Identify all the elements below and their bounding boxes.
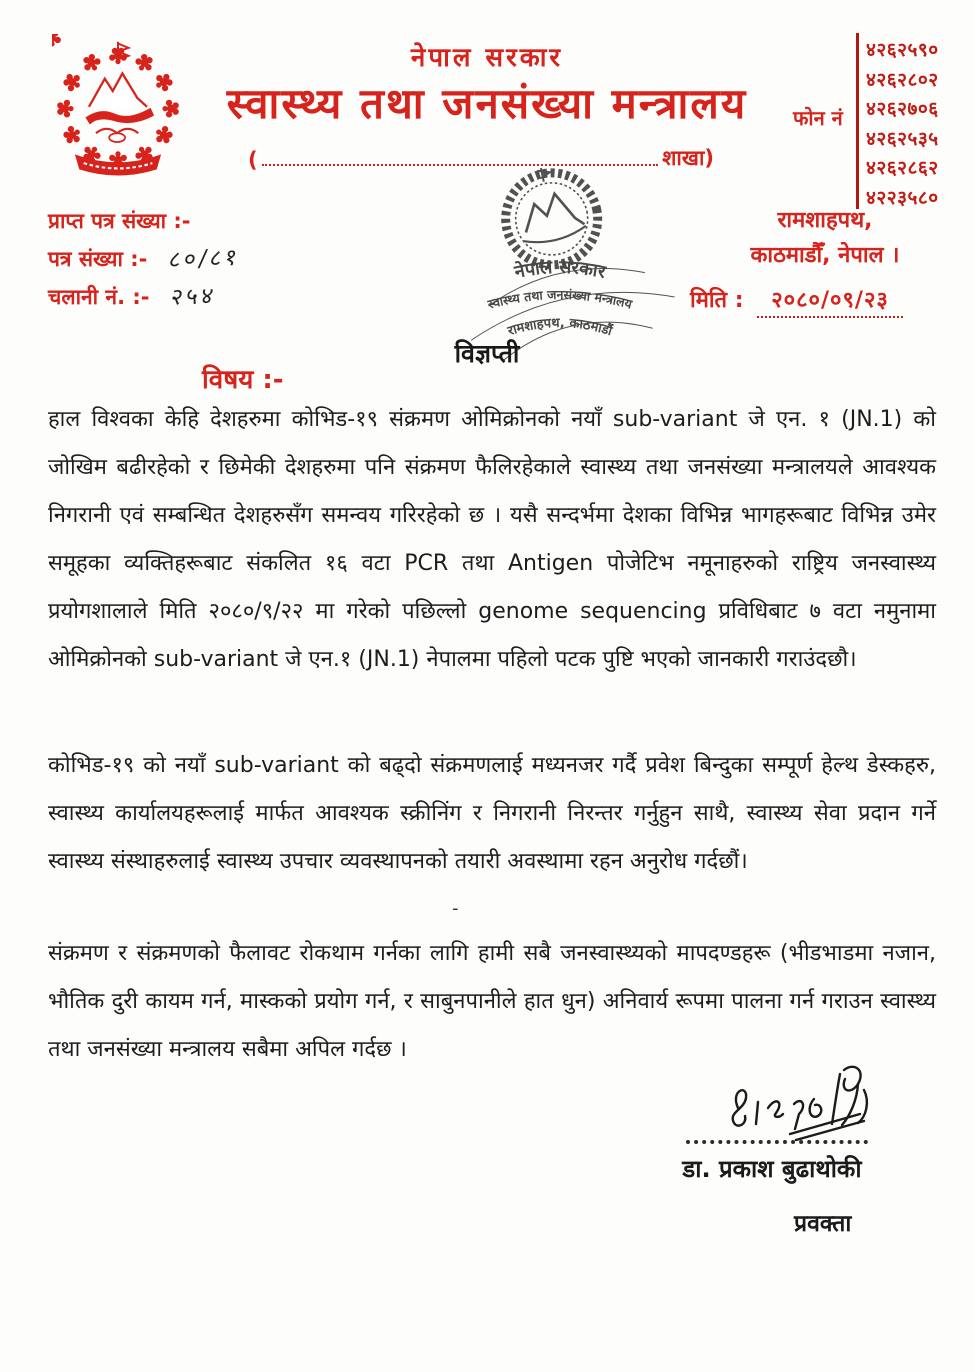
signature-svg	[692, 1062, 892, 1147]
address-line2: काठमाडौँ, नेपाल ।	[750, 243, 900, 268]
paragraph-2: कोभिड-१९ को नयाँ sub-variant को बढ्दो संक्रमणलाई मध्यनजर गर्दै प्रवेश बिन्दुका सम्पूर्ण हेल्थ डेस्कहरु, स्वास्थ्य कार्यालयहरूलाई मार्फत आवश्यक स्क्रीनिंग र निगरानी निरन्तर गर्नुहुन साथै, स्वास्थ्य सेवा प्रदान गर्ने स्वास्थ्य संस्थाहरुलाई स्वास्थ्य उपचार व्यवस्थापनको तयारी अवस्थामा रहन अनुरोध गर्दछौं।	[48, 753, 936, 874]
phone-label: फोन नं	[793, 106, 843, 130]
government-title: नेपाल सरकार	[410, 43, 564, 73]
reference-block	[48, 202, 242, 316]
signature-scribble	[692, 1062, 892, 1147]
signatory-name: डा. प्रकाश बुढाथोकी	[682, 1155, 862, 1183]
ministry-title: स्वास्थ्य तथा जनसंख्या मन्त्रालय	[226, 79, 748, 128]
phone-number: ४२६२५९०	[866, 39, 939, 61]
address-line1: रामशाहपथ,	[777, 208, 873, 233]
address-block	[700, 203, 950, 273]
phone-number: ४२६२८०२	[866, 68, 939, 91]
dispatch-number-row	[48, 278, 239, 316]
paragraph-1: हाल विश्वका केहि देशहरुमा कोभिड-१९ संक्रमण ओमिक्रोनको नयाँ sub-variant जे एन. १ (JN.1) को जोखिम बढीरहेको र छिमेकी देशहरुमा पनि संक्रमण फैलिरहेकाले स्वास्थ्य तथा जनसंख्या मन्त्रालयले आवश्यक निगरानी एवं सम्बन्धित देशहरुसँग समन्वय गरिरहेको छ । यसै सन्दर्भमा देशका विभिन्न भागहरूबाट विभिन्न उमेर समूहका व्यक्तिहरूबाट संकलित १६ वटा PCR तथा Antigen पोजेटिभ नमूनाहरुको राष्ट्रिय जनस्वास्थ्य प्रयोगशालाले मिति २०८०/९/२२ मा गरेको पछिल्लो genome sequencing प्रविधिबाट ७ वटा नमुनामा ओमिक्रोनको sub-variant जे एन.१ (JN.1) नेपालमा पहिलो पटक पुष्टि भएको जानकारी गराउंदछौ।	[48, 407, 936, 672]
phone-number: ४२६२५३५	[866, 127, 939, 150]
phone-number: ४२२३५८०	[866, 186, 939, 209]
branch-label: शाखा)	[662, 146, 714, 170]
dispatch-number-value: २५४	[168, 283, 218, 311]
stamp-arc2-text: स्वास्थ्य तथा जनसंख्या मन्त्रालय	[486, 286, 634, 312]
subject-label: विषय :-	[202, 365, 284, 395]
phone-number: ४२६२७०६	[866, 98, 939, 120]
letter-number-row	[48, 240, 242, 278]
phone-number: ४२६२८६२	[866, 157, 939, 179]
stamp-arc3-text: रामशाहपथ, काठमाडौं	[506, 315, 614, 340]
branch-open-paren: (	[248, 148, 258, 172]
signatory-title: प्रवक्ता	[794, 1211, 852, 1237]
phone-number-list	[866, 36, 970, 213]
received-letter-row	[48, 202, 239, 240]
notice-title: विज्ञप्ती	[454, 339, 520, 368]
received-letter-label: प्राप्त पत्र संख्या :-	[48, 209, 191, 233]
date-value: २०८०/०९/२३	[757, 284, 903, 318]
letter-number-value: ८०/८१	[166, 244, 242, 274]
stamp-arc1-text: नेपाल सरकार	[512, 256, 608, 284]
phone-divider-line	[856, 33, 859, 209]
dispatch-number-label: चलानी नं. :-	[48, 285, 150, 309]
date-row	[690, 284, 903, 318]
stray-scan-mark: -	[452, 898, 459, 919]
letter-number-label: पत्र संख्या :-	[48, 247, 148, 271]
paragraph-3: संक्रमण र संक्रमणको फैलावट रोकथाम गर्नका लागि हामी सबै जनस्वास्थ्यको मापदण्डहरू (भीडभाडमा नजान, भौतिक दुरी कायम गर्न, मास्कको प्रयोग गर्न, र साबुनपानीले हात धुन) अनिवार्य रूपमा पालना गर्न गराउन स्वास्थ्य तथा जनसंख्या मन्त्रालय सबैमा अपिल गर्दछ ।	[48, 941, 936, 1062]
date-label: मिति :	[690, 288, 744, 313]
